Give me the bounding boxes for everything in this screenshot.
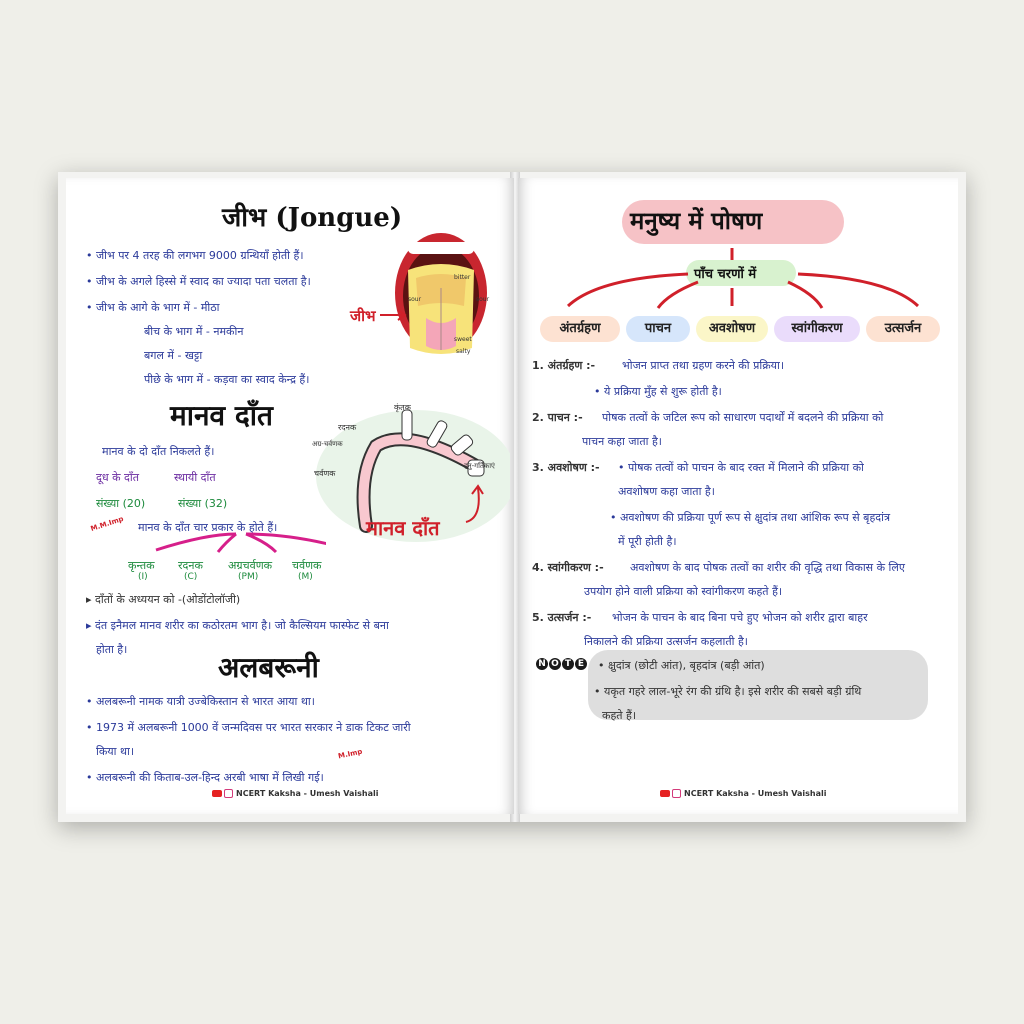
jeebh-point-4: बीच के भाग में - नमकीन	[144, 325, 244, 338]
daant-count-32: संख्या (32)	[178, 497, 228, 510]
left-footer	[212, 789, 378, 798]
tooth-code-2: (C)	[184, 572, 198, 582]
mimp2-badge: M.Imp	[337, 747, 364, 761]
step-pill-1: अंतर्ग्रहण	[540, 316, 620, 342]
right-footer	[660, 789, 826, 798]
line-6-text: अवशोषण कहा जाता है।	[618, 485, 715, 498]
line-10-text: उपयोग होने वाली प्रक्रिया को स्वांगीकरण कहते हैं।	[584, 585, 783, 598]
tooth-code-1: (I)	[138, 572, 148, 582]
note-badge	[536, 658, 588, 670]
book-spread	[58, 172, 966, 822]
label-charvanak: चर्वणक	[314, 469, 336, 478]
daant-sthayi: स्थायी दाँत	[174, 471, 216, 484]
label-krintak: कृंतक	[394, 403, 411, 412]
title-jeebh: जीभ (Jongue)	[222, 203, 403, 233]
jeebh-point-1: • जीभ पर 4 तरह की लगभग 9000 ग्रन्थियाँ होती हैं।	[86, 249, 304, 262]
tongue-label-bitter: bitter	[454, 274, 471, 281]
label-hanu: हनु-गर्तिकाएं	[464, 462, 495, 470]
daant-point-2: ▸ दंत इनैमल मानव शरीर का कठोरतम भाग है। जो कैल्सियम फास्फेट से बना	[86, 619, 389, 632]
jeebh-point-2: • जीभ के अगले हिस्से में स्वाद का ज्यादा पता चलता है।	[86, 275, 311, 288]
line-5-label: 3. अवशोषण :-	[532, 461, 600, 474]
tooth-type-3: अग्रचर्वणक	[228, 559, 273, 572]
jeebh-point-5: बगल में - खट्टा	[144, 349, 203, 362]
line-12-text: निकालने की प्रक्रिया उत्सर्जन कहलाती है।	[584, 635, 748, 648]
flow-arrows	[518, 238, 958, 328]
tooth-type-1: कृन्तक	[128, 559, 155, 572]
line-8-text: में पूरी होती है।	[618, 535, 677, 548]
instagram-icon	[672, 789, 681, 798]
center-label: पाँच चरणों में	[694, 267, 757, 282]
label-radnak: रदनक	[338, 423, 357, 432]
line-9-label: 4. स्वांगीकरण :-	[532, 561, 604, 574]
line-5-text: • पोषक तत्वों को पाचन के बाद रक्त में मिलाने की प्रक्रिया को	[618, 461, 864, 474]
note-letter-n: N	[536, 658, 548, 670]
mimp-badge: M.M.Imp	[89, 514, 125, 534]
tongue-label-sour-right: sour	[476, 296, 490, 303]
tongue-label-sour-left: sour	[408, 296, 422, 303]
instagram-icon	[224, 789, 233, 798]
line-2-text: • ये प्रक्रिया मुँह से शुरू होती है।	[594, 385, 722, 398]
line-9-text: अवशोषण के बाद पोषक तत्वों का शरीर की वृद्धि तथा विकास के लिए	[630, 561, 905, 574]
tooth-type-4: चर्वणक	[292, 559, 322, 572]
note-line-1: • क्षुदांत्र (छोटी आंत), बृहदांत्र (बड़ी आंत)	[598, 659, 765, 672]
youtube-icon	[660, 790, 670, 797]
note-letter-o: O	[549, 658, 561, 670]
title-daant: मानव दाँत	[170, 399, 273, 432]
daant-point-1: ▸ दाँतों के अध्ययन को -(ओडोंटोलॉजी)	[86, 593, 241, 606]
daant-line-6: मानव के दाँत चार प्रकार के होते हैं।	[138, 521, 278, 534]
daant-line-1: मानव के दो दाँत निकलते हैं।	[102, 445, 215, 458]
step-pill-3: अवशोषण	[696, 316, 768, 342]
line-11-text: भोजन के पाचन के बाद बिना पचे हुए भोजन को शरीर द्वारा बाहर	[612, 611, 868, 624]
albaruni-point-3: किया था।	[96, 745, 135, 758]
note-letter-t: T	[562, 658, 574, 670]
albaruni-point-2: • 1973 में अलबरूनी 1000 वें जन्मदिवस पर भारत सरकार ने डाक टिकट जारी	[86, 721, 411, 734]
jeebh-point-6: पीछे के भाग में - कड़वा का स्वाद केन्द्र हैं।	[144, 373, 310, 386]
tongue-label-salty: salty	[456, 348, 471, 355]
jeebh-point-3: • जीभ के आगे के भाग में - मीठा	[86, 301, 220, 314]
teeth-diagram-caption: मानव दाँत	[366, 516, 440, 540]
tongue-label-sweet: sweet	[454, 336, 472, 343]
arrow-icon	[378, 308, 408, 322]
daant-count-20: संख्या (20)	[96, 497, 146, 510]
line-3-text: पोषक तत्वों के जटिल रूप को साधारण पदार्थों में बदलने की प्रक्रिया को	[602, 411, 884, 424]
note-letter-e: E	[575, 658, 587, 670]
line-7-text: • अवशोषण की प्रक्रिया पूर्ण रूप से क्षुदांत्र तथा आंशिक रूप से बृहदांत्र	[610, 511, 891, 524]
daant-dudh: दूध के दाँत	[96, 471, 140, 484]
right-page	[518, 178, 958, 814]
daant-point-3: होता है।	[96, 643, 128, 656]
note-line-2: • यकृत गहरे लाल-भूरे रंग की ग्रंथि है। इसे शरीर की सबसे बड़ी ग्रंथि	[594, 685, 862, 698]
right-title: मनुष्य में पोषण	[630, 206, 763, 235]
tooth-code-3: (PM)	[238, 572, 259, 582]
label-agra: अग्र-चर्वणक	[312, 440, 343, 448]
step-pill-2: पाचन	[626, 316, 690, 342]
left-footer-text: NCERT Kaksha - Umesh Vaishali	[236, 789, 379, 798]
line-11-label: 5. उत्सर्जन :-	[532, 611, 592, 624]
youtube-icon	[212, 790, 222, 797]
title-albaruni: अलबरूनी	[218, 651, 319, 684]
step-pill-4: स्वांगीकरण	[774, 316, 860, 342]
albaruni-point-1: • अलबरूनी नामक यात्री उज्बेकिस्तान से भारत आया था।	[86, 695, 315, 708]
curved-arrow-icon	[462, 482, 486, 526]
right-footer-text: NCERT Kaksha - Umesh Vaishali	[684, 789, 827, 798]
albaruni-point-4: • अलबरूनी की किताब-उल-हिन्द अरबी भाषा में लिखी गई।	[86, 771, 324, 784]
tooth-type-2: रदनक	[178, 559, 203, 572]
tongue-label-jeebh: जीभ	[350, 307, 376, 325]
teeth-types-arrows	[126, 530, 326, 560]
line-4-text: पाचन कहा जाता है।	[582, 435, 662, 448]
left-page	[66, 178, 514, 814]
line-1-label: 1. अंतर्ग्रहण :-	[532, 359, 596, 372]
step-pill-5: उत्सर्जन	[866, 316, 940, 342]
line-3-label: 2. पाचन :-	[532, 411, 583, 424]
note-line-3: कहते हैं।	[602, 709, 637, 722]
line-1-text: भोजन प्राप्त तथा ग्रहण करने की प्रक्रिया।	[622, 359, 785, 372]
tooth-code-4: (M)	[298, 572, 313, 582]
